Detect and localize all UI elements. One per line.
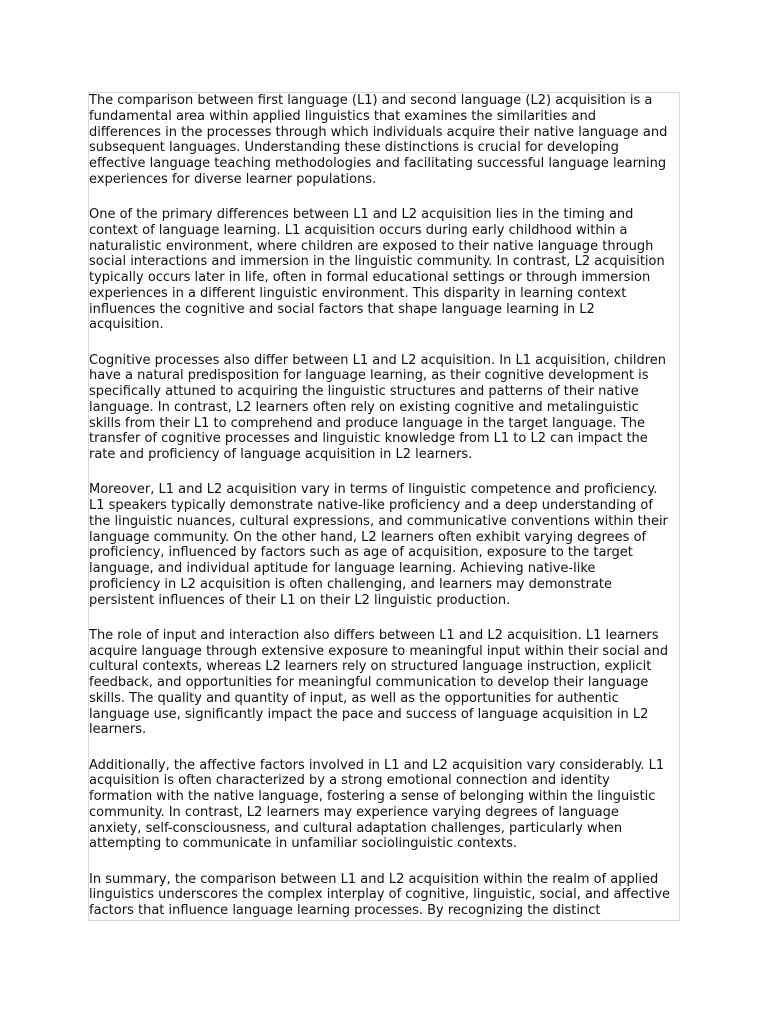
text-line: specifically attuned to acquiring the linguistic structures and patterns of their native bbox=[89, 384, 639, 399]
text-line: proficiency, influenced by factors such as age of acquisition, exposure to the target bbox=[89, 545, 633, 561]
text-line: cultural contexts, whereas L2 learners rely on structured language instruction, explicit bbox=[89, 659, 652, 675]
text-line: fundamental area within applied linguistics that examines the similarities and bbox=[89, 108, 596, 124]
text-line: skills from their L1 to comprehend and produce language in the target language. The bbox=[89, 415, 645, 431]
text-line: In summary, the comparison between L1 and L2 acquisition within the realm of applied bbox=[89, 871, 659, 887]
text-line: persistent influences of their L1 on their L2 linguistic production. bbox=[89, 592, 511, 608]
text-line: Additionally, the affective factors involved in L1 and L2 acquisition vary considerably. L1 bbox=[89, 757, 665, 773]
text-line: language use, significantly impact the pace and success of language acquisition in L2 bbox=[89, 706, 649, 722]
text-line: formation with the native language, fostering a sense of belonging within the linguistic bbox=[89, 789, 656, 804]
text-line: influences the cognitive and social factors that shape language learning in L2 bbox=[89, 301, 595, 317]
text-line: anxiety, self-consciousness, and cultural adaptation challenges, particularly when bbox=[89, 820, 623, 836]
text-line: typically occurs later in life, often in formal educational settings or through immersion bbox=[89, 270, 651, 285]
paragraph-summary bbox=[89, 872, 679, 919]
text-line: Moreover, L1 and L2 acquisition vary in terms of linguistic competence and proficiency. bbox=[89, 482, 658, 498]
text-line: experiences in a different linguistic environment. This disparity in learning context bbox=[89, 285, 627, 301]
text-line: community. In contrast, L2 learners may experience varying degrees of language bbox=[89, 804, 619, 820]
text-line: The comparison between first language (L1) and second language (L2) acquisition is a bbox=[89, 93, 653, 108]
text-line: linguistics underscores the complex interplay of cognitive, linguistic, social, and affective bbox=[89, 887, 671, 903]
text-line: transfer of cognitive processes and linguistic knowledge from L1 to L2 can impact the bbox=[89, 431, 648, 447]
text-line: subsequent languages. Understanding these distinctions is crucial for developing bbox=[89, 140, 619, 156]
paragraph-input-interaction bbox=[89, 628, 679, 738]
text-line: effective language teaching methodologies and facilitating successful language learning bbox=[89, 156, 667, 171]
text-line: skills. The quality and quantity of input, as well as the opportunities for authentic bbox=[89, 690, 619, 706]
document-text-box bbox=[88, 92, 680, 921]
text-line: differences in the processes through which individuals acquire their native language and bbox=[89, 124, 668, 140]
text-line: acquisition is often characterized by a strong emotional connection and identity bbox=[89, 773, 610, 789]
text-line: feedback, and opportunities for meaningful communication to develop their language bbox=[89, 675, 649, 690]
text-line: attempting to communicate in unfamiliar sociolinguistic contexts. bbox=[89, 836, 518, 852]
text-line: L1 speakers typically demonstrate native-like proficiency and a deep understanding of bbox=[89, 498, 653, 513]
text-line: experiences for diverse learner populations. bbox=[89, 171, 377, 187]
text-line: learners. bbox=[89, 722, 147, 738]
paragraph-competence-proficiency bbox=[89, 482, 679, 608]
paragraph-timing-context bbox=[89, 207, 679, 333]
paragraph-cognitive-processes bbox=[89, 353, 679, 463]
text-line: Cognitive processes also differ between L1 and L2 acquisition. In L1 acquisition, children bbox=[89, 352, 667, 368]
text-line: language, and individual aptitude for language learning. Achieving native-like bbox=[89, 561, 596, 576]
paragraph-affective-factors bbox=[89, 758, 679, 853]
text-line: social interactions and immersion in the linguistic community. In contrast, L2 acquisition bbox=[89, 254, 665, 270]
text-line: acquire language through extensive exposure to meaningful input within their social and bbox=[89, 643, 669, 659]
text-line: proficiency in L2 acquisition is often challenging, and learners may demonstrate bbox=[89, 576, 613, 592]
text-line: One of the primary differences between L1 and L2 acquisition lies in the timing and bbox=[89, 207, 634, 222]
text-line: language. In contrast, L2 learners often rely on existing cognitive and metalinguistic bbox=[89, 399, 639, 415]
text-line: context of language learning. L1 acquisition occurs during early childhood within a bbox=[89, 222, 628, 238]
text-line: The role of input and interaction also differs between L1 and L2 acquisition. L1 learners bbox=[89, 627, 659, 643]
text-line: language community. On the other hand, L2 learners often exhibit varying degrees of bbox=[89, 529, 647, 545]
text-line: the linguistic nuances, cultural expressions, and communicative conventions within their bbox=[89, 513, 668, 529]
text-line: have a natural predisposition for language learning, as their cognitive development is bbox=[89, 368, 649, 384]
text-line: acquisition. bbox=[89, 317, 164, 333]
paragraph-introduction bbox=[89, 93, 679, 188]
text-line: factors that influence language learning processes. By recognizing the distinct bbox=[89, 903, 601, 918]
text-line: rate and proficiency of language acquisition in L2 learners. bbox=[89, 447, 473, 462]
text-line: naturalistic environment, where children are exposed to their native language through bbox=[89, 238, 654, 254]
